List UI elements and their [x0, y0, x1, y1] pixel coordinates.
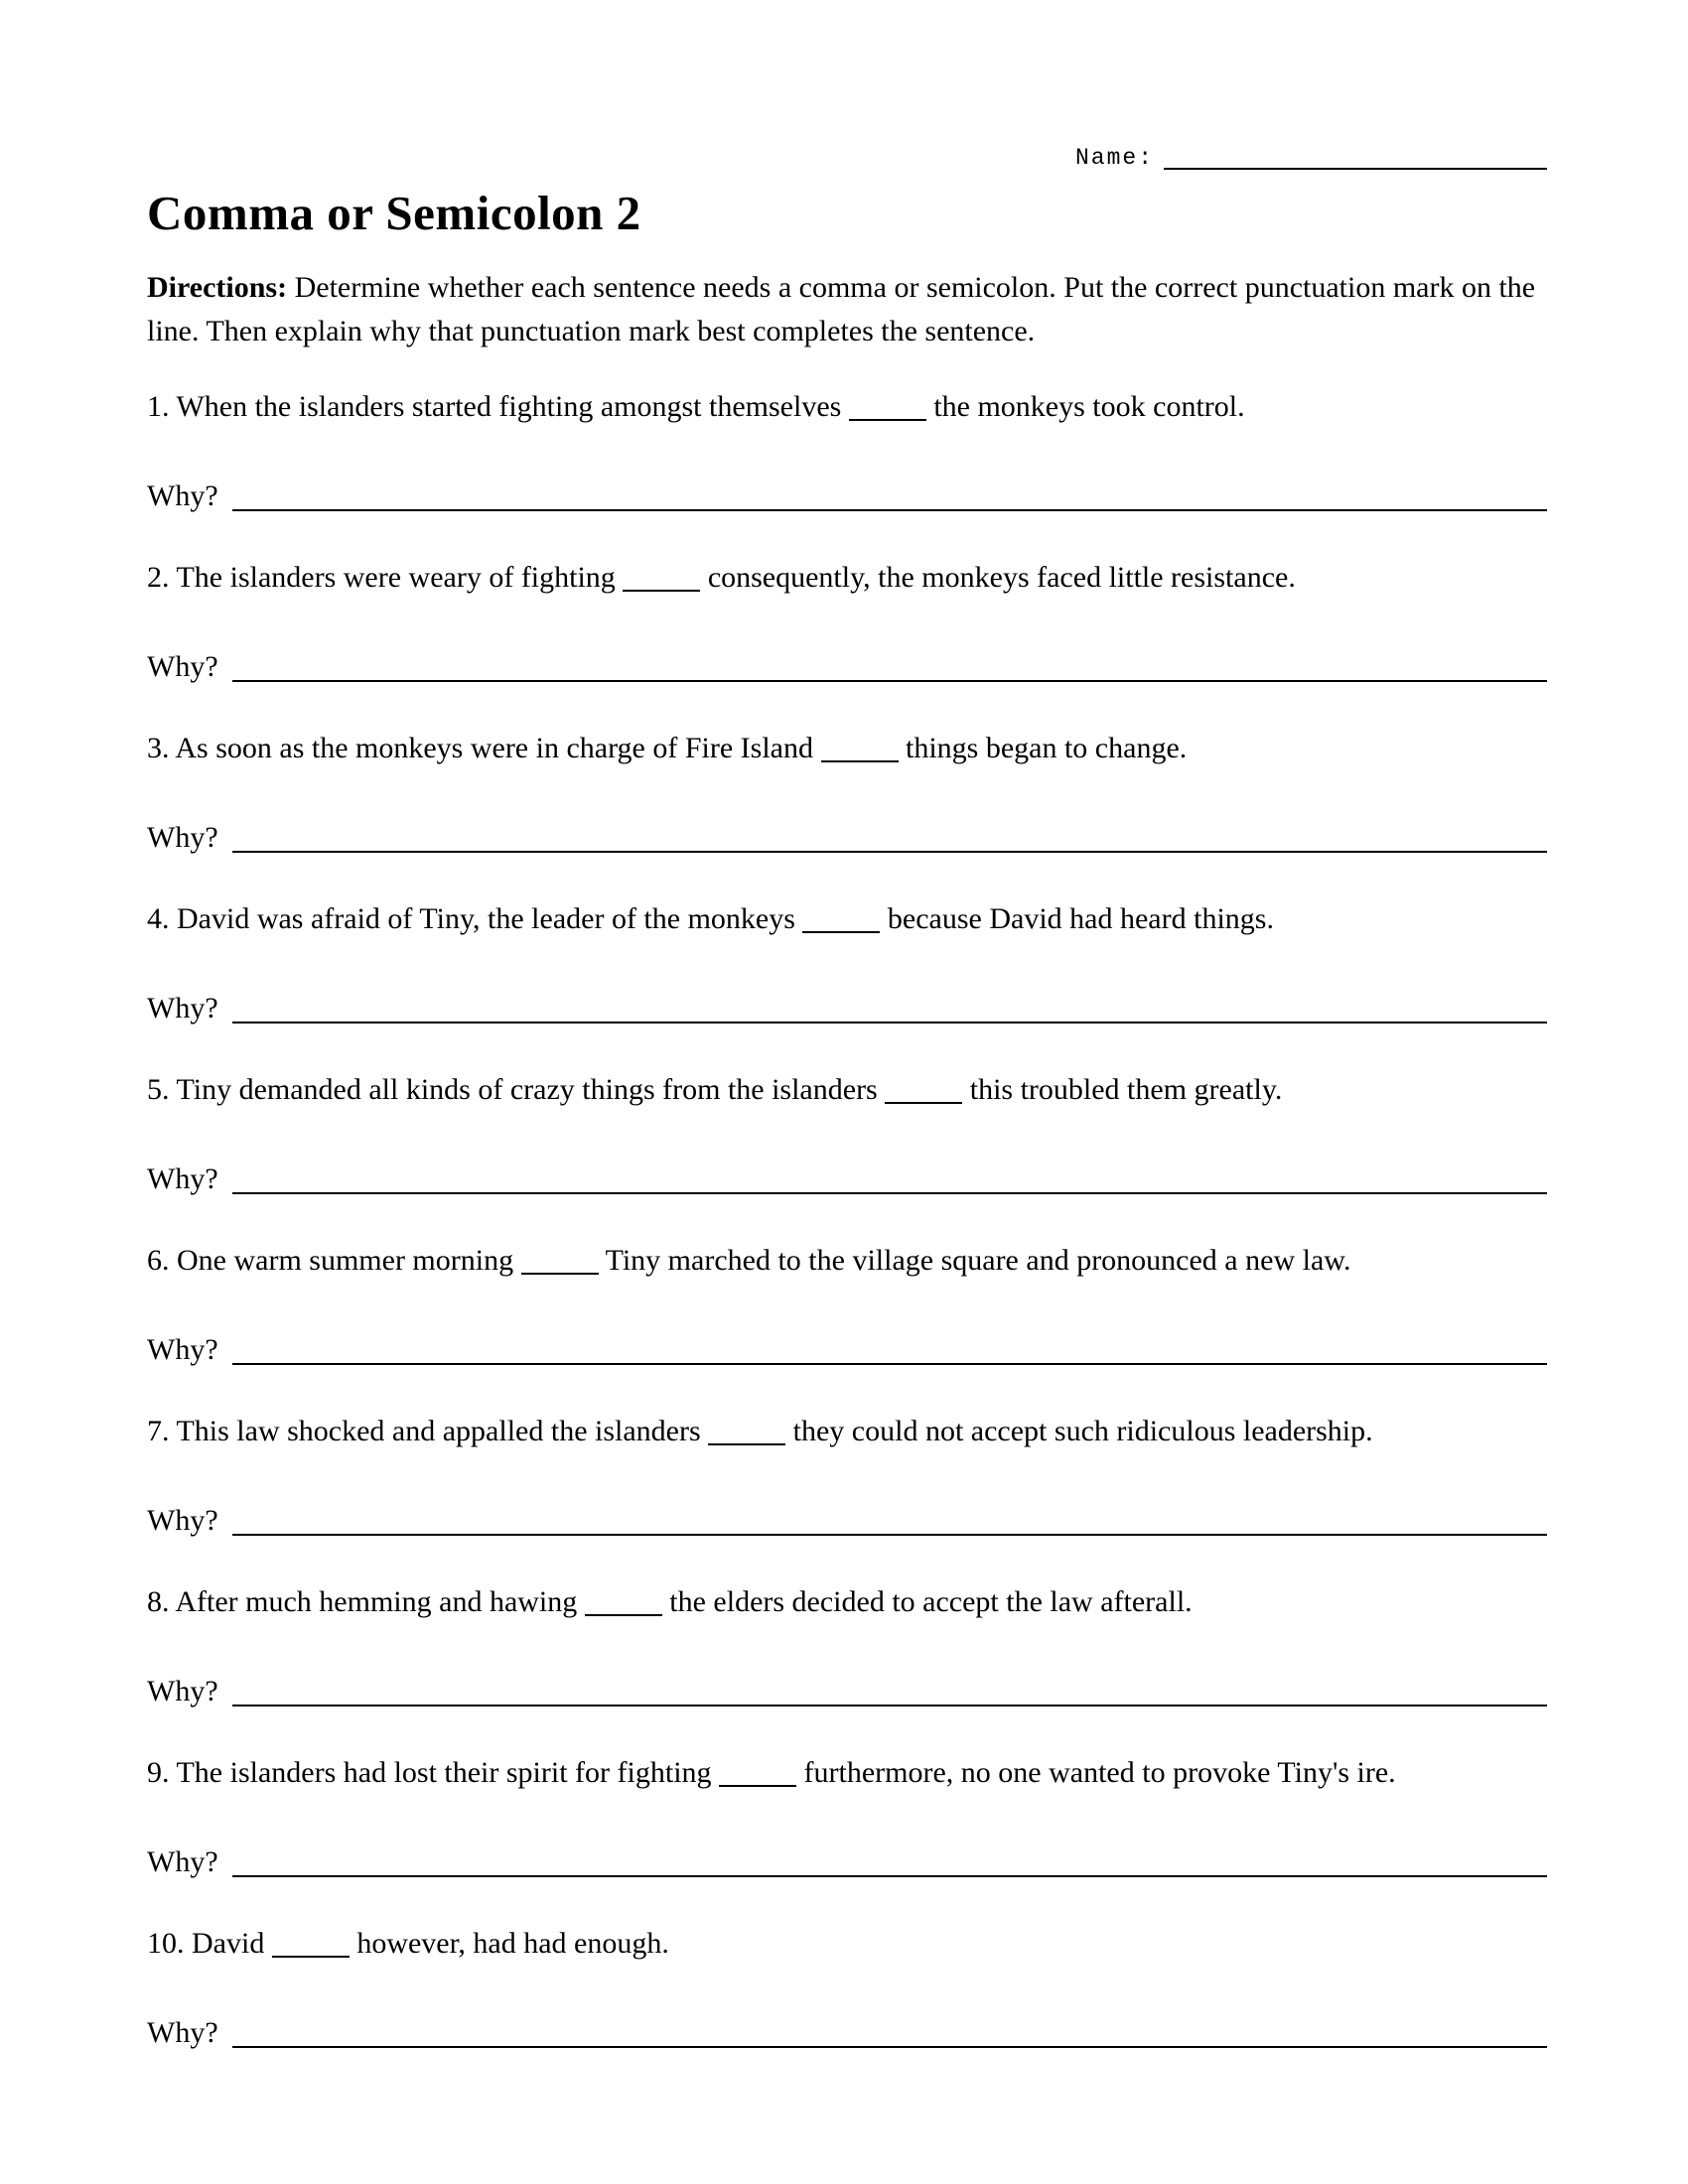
sentence-after-blank: however, had had enough. — [356, 1927, 669, 1960]
why-answer-line[interactable] — [232, 1192, 1547, 1194]
why-row — [147, 1158, 1547, 1201]
why-row — [147, 1328, 1547, 1372]
question-block — [147, 1751, 1547, 1884]
page-title: Comma or Semicolon 2 — [147, 186, 641, 240]
why-answer-line[interactable] — [232, 1705, 1547, 1706]
sentence-after-blank: Tiny marched to the village square and pronounced a new law. — [605, 1244, 1351, 1277]
question-sentence — [147, 1068, 1547, 1112]
question-number: 10. — [147, 1927, 185, 1960]
answer-blank[interactable] — [719, 1785, 796, 1787]
why-answer-line[interactable] — [232, 1875, 1547, 1877]
sentence-after-blank: consequently, the monkeys faced little resistance. — [707, 561, 1296, 594]
why-answer-line[interactable] — [232, 1022, 1547, 1024]
question-block — [147, 1239, 1547, 1372]
sentence-after-blank: because David had heard things. — [887, 902, 1274, 935]
question-sentence — [147, 1751, 1547, 1795]
why-row — [147, 1499, 1547, 1543]
answer-blank[interactable] — [521, 1273, 599, 1275]
why-label: Why? — [147, 1675, 218, 1707]
sentence-before-blank: The islanders were weary of fighting — [176, 561, 616, 594]
question-number: 7. — [147, 1415, 170, 1447]
why-row — [147, 1670, 1547, 1713]
questions-list — [147, 385, 1547, 2055]
why-label: Why? — [147, 1333, 218, 1366]
sentence-after-blank: the elders decided to accept the law afterall. — [669, 1585, 1193, 1618]
question-number: 4. — [147, 902, 170, 935]
sentence-after-blank: the monkeys took control. — [933, 390, 1245, 423]
question-block — [147, 385, 1547, 518]
sentence-before-blank: David was afraid of Tiny, the leader of the monkeys — [177, 902, 795, 935]
why-row — [147, 1841, 1547, 1884]
why-label: Why? — [147, 1504, 218, 1537]
sentence-before-blank: As soon as the monkeys were in charge of Fire Island — [175, 732, 813, 764]
question-sentence — [147, 727, 1547, 770]
sentence-after-blank: this troubled them greatly. — [969, 1073, 1283, 1106]
question-block — [147, 727, 1547, 860]
question-block — [147, 1410, 1547, 1543]
question-block — [147, 1922, 1547, 2055]
sentence-before-blank: David — [192, 1927, 265, 1960]
sentence-before-blank: Tiny demanded all kinds of crazy things from the islanders — [176, 1073, 878, 1106]
why-row — [147, 645, 1547, 689]
question-number: 5. — [147, 1073, 170, 1106]
question-number: 3. — [147, 732, 170, 764]
why-answer-line[interactable] — [232, 1363, 1547, 1365]
why-answer-line[interactable] — [232, 680, 1547, 682]
sentence-after-blank: things began to change. — [906, 732, 1188, 764]
why-answer-line[interactable] — [232, 1534, 1547, 1536]
answer-blank[interactable] — [885, 1102, 962, 1104]
question-block — [147, 1580, 1547, 1713]
why-answer-line[interactable] — [232, 851, 1547, 853]
why-row — [147, 475, 1547, 518]
question-number: 2. — [147, 561, 170, 594]
why-label: Why? — [147, 1162, 218, 1195]
answer-blank[interactable] — [802, 931, 880, 933]
question-sentence — [147, 385, 1547, 429]
why-answer-line[interactable] — [232, 2046, 1547, 2048]
name-fill-line[interactable] — [1164, 168, 1547, 170]
answer-blank[interactable] — [585, 1614, 662, 1616]
question-sentence — [147, 897, 1547, 941]
question-sentence — [147, 1580, 1547, 1624]
question-block — [147, 556, 1547, 689]
directions — [147, 266, 1547, 353]
question-sentence — [147, 556, 1547, 600]
why-label: Why? — [147, 992, 218, 1024]
question-sentence — [147, 1922, 1547, 1966]
sentence-before-blank: One warm summer morning — [177, 1244, 514, 1277]
sentence-after-blank: furthermore, no one wanted to provoke Tiny's ire. — [803, 1756, 1396, 1789]
directions-text: Determine whether each sentence needs a comma or semicolon. Put the correct punctuation mark on the line. Then explain why that punctuation mark best completes the sentence. — [147, 271, 1536, 347]
name-row — [147, 143, 1547, 173]
why-label: Why? — [147, 2016, 218, 2049]
answer-blank[interactable] — [821, 760, 899, 762]
sentence-after-blank: they could not accept such ridiculous leadership. — [792, 1415, 1373, 1447]
question-block — [147, 1068, 1547, 1201]
why-answer-line[interactable] — [232, 509, 1547, 511]
answer-blank[interactable] — [708, 1443, 785, 1445]
why-label: Why? — [147, 1845, 218, 1878]
why-label: Why? — [147, 650, 218, 683]
question-number: 1. — [147, 390, 170, 423]
why-row — [147, 987, 1547, 1030]
question-number: 9. — [147, 1756, 170, 1789]
why-label: Why? — [147, 479, 218, 512]
why-row — [147, 816, 1547, 860]
question-number: 8. — [147, 1585, 170, 1618]
answer-blank[interactable] — [272, 1956, 350, 1958]
sentence-before-blank: After much hemming and hawing — [175, 1585, 578, 1618]
question-block — [147, 897, 1547, 1030]
question-sentence — [147, 1410, 1547, 1453]
directions-label: Directions: — [147, 271, 288, 304]
sentence-before-blank: This law shocked and appalled the islanders — [176, 1415, 701, 1447]
why-label: Why? — [147, 821, 218, 854]
answer-blank[interactable] — [623, 590, 700, 592]
sentence-before-blank: The islanders had lost their spirit for fighting — [176, 1756, 712, 1789]
why-row — [147, 2011, 1547, 2055]
question-number: 6. — [147, 1244, 170, 1277]
sentence-before-blank: When the islanders started fighting amongst themselves — [176, 390, 842, 423]
question-sentence — [147, 1239, 1547, 1283]
answer-blank[interactable] — [849, 419, 926, 421]
name-label: Name: — [1074, 145, 1154, 171]
